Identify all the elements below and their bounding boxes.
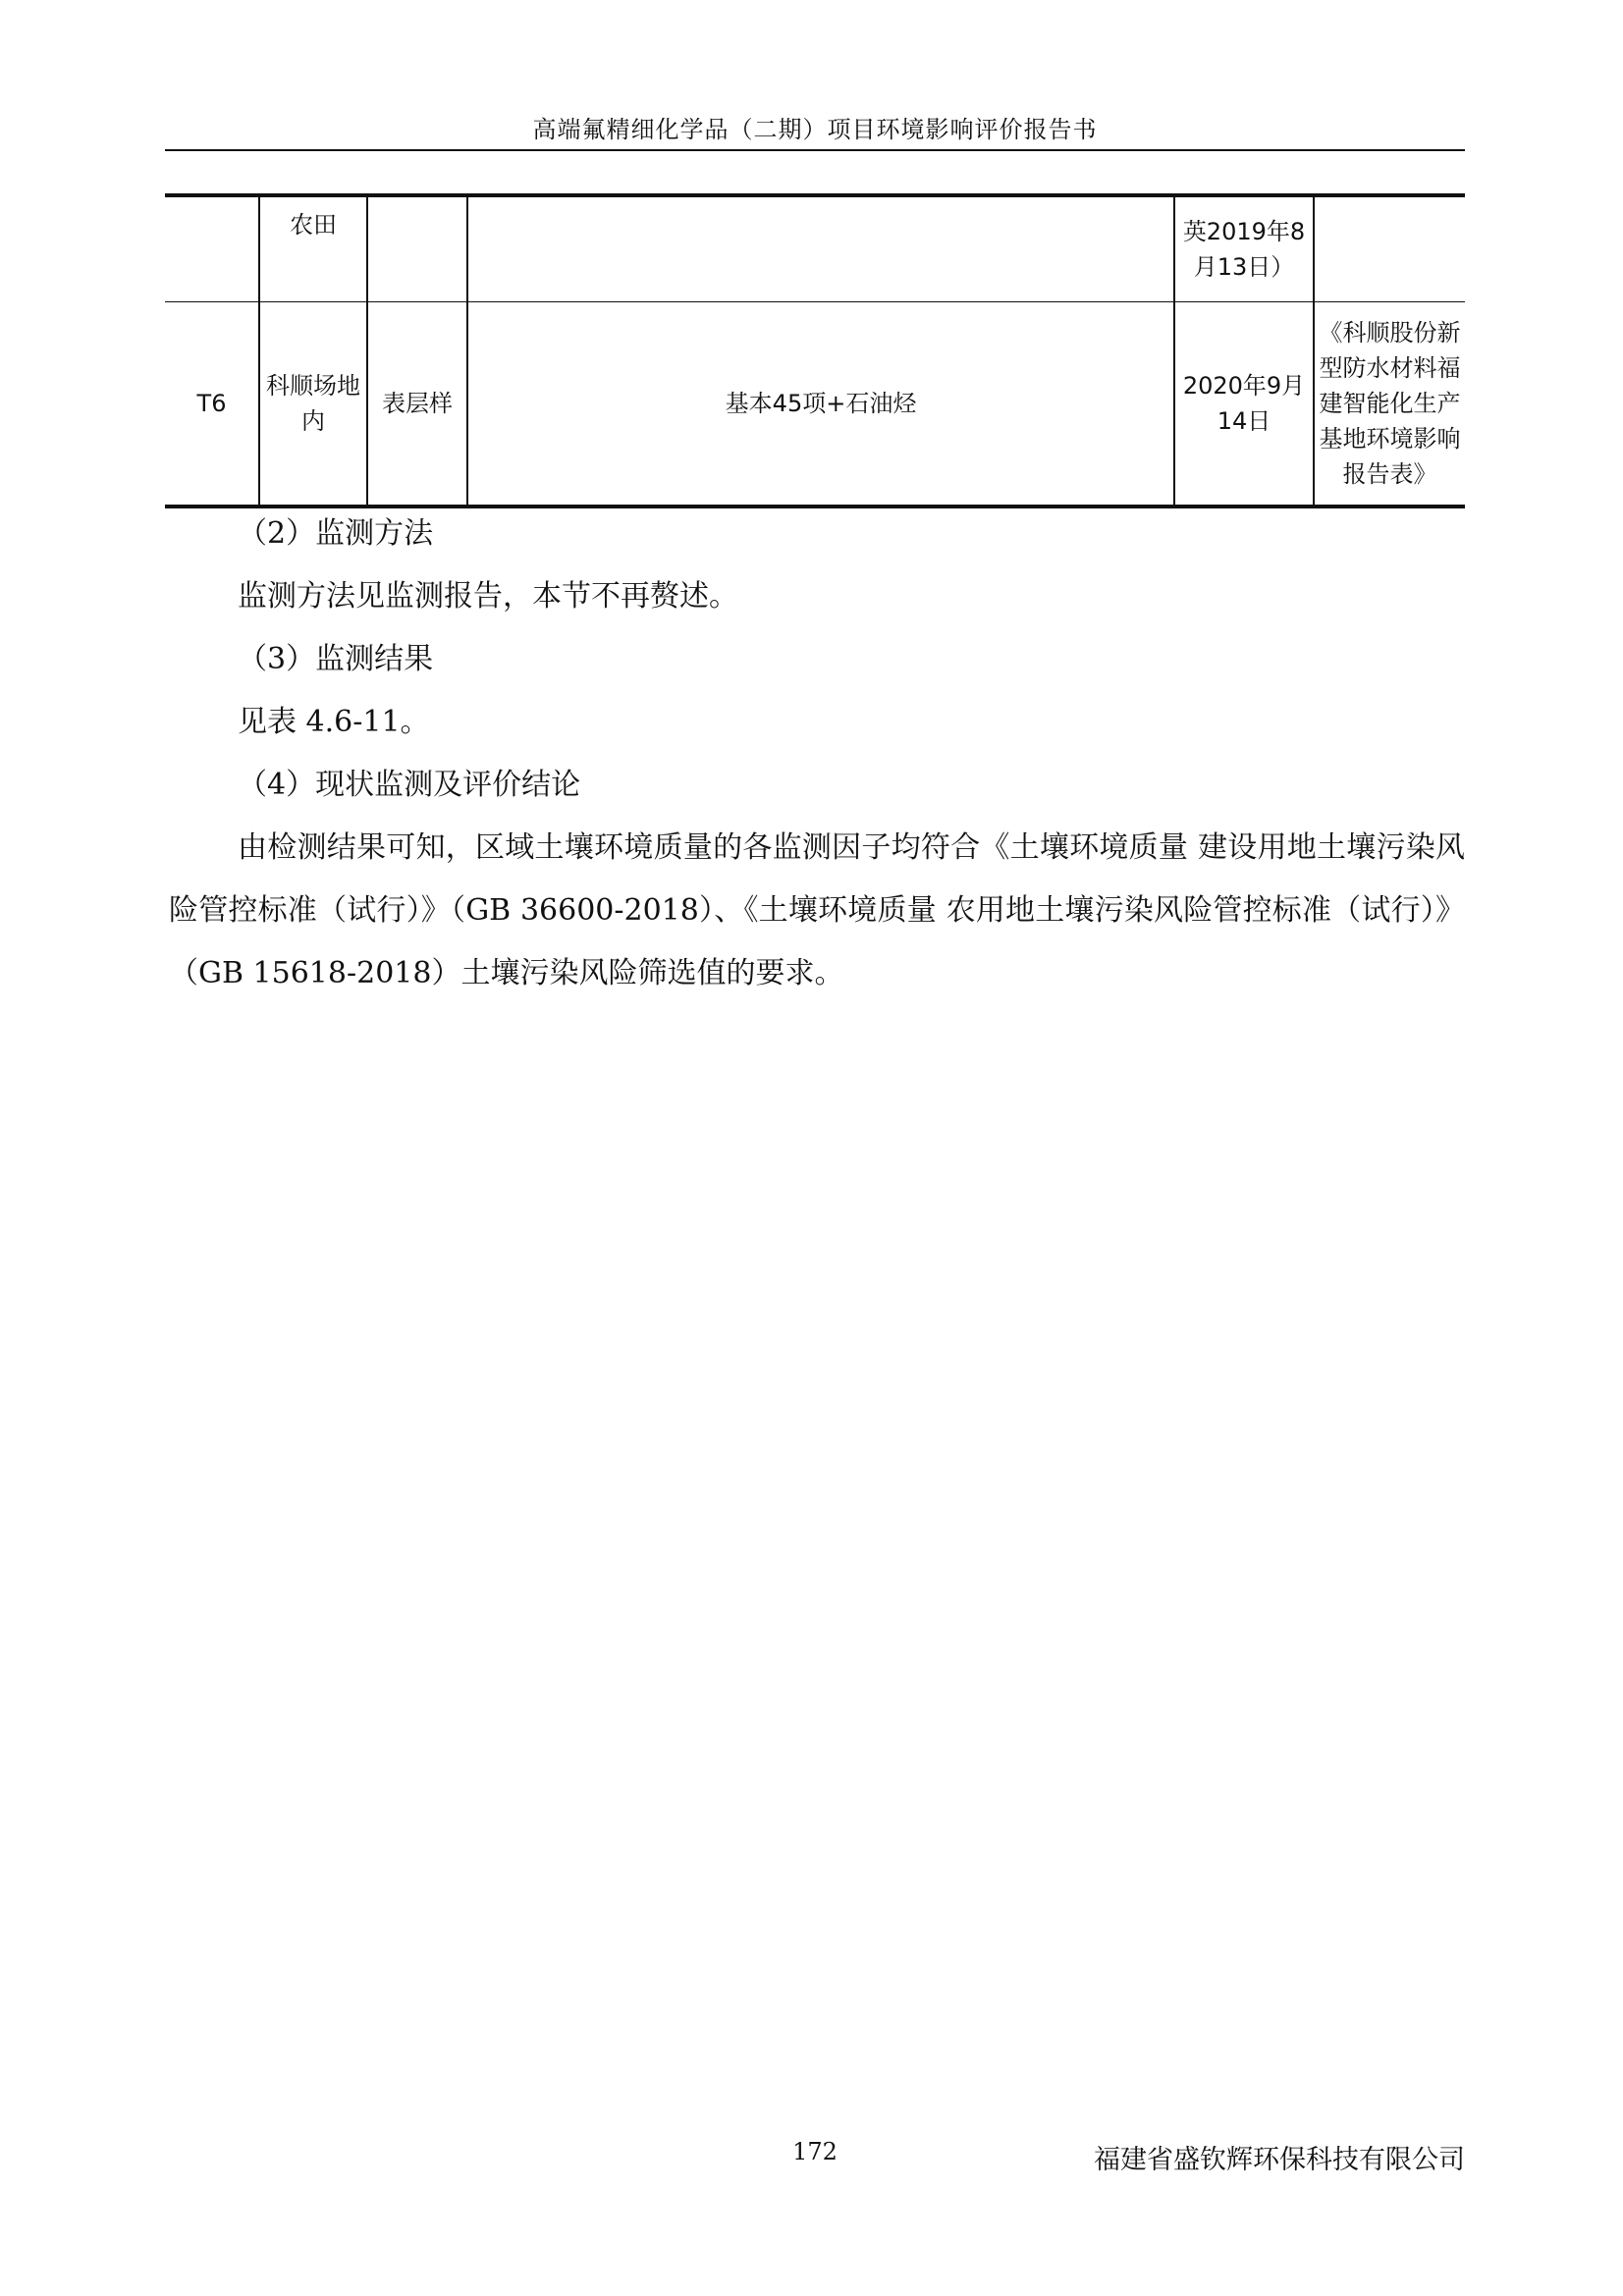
footer-organization: 福建省盛钦辉环保科技有限公司 — [1094, 2145, 1465, 2175]
body-text — [169, 503, 1465, 1005]
section-heading-method: （2）监测方法 — [238, 516, 434, 551]
table-cell-location: 科顺场地内 — [259, 302, 367, 507]
paragraph-results: 见表 4.6-11。 — [238, 705, 430, 739]
table-cell-sample-type: 表层样 — [367, 302, 467, 507]
table-row — [165, 302, 1465, 507]
table-cell-date: 2020年9月14日 — [1174, 302, 1314, 507]
paragraph-method: 监测方法见监测报告，本节不再赘述。 — [238, 579, 738, 614]
table-cell-items: 基本45项+石油烃 — [467, 302, 1174, 507]
header-rule — [165, 149, 1465, 151]
table-cell-items — [467, 195, 1174, 302]
table-row — [165, 195, 1465, 302]
section-heading-conclusion: （4）现状监测及评价结论 — [238, 768, 581, 802]
paragraph-conclusion: 由检测结果可知，区域土壤环境质量的各监测因子均符合《土壤环境质量 建设用地土壤污染风险管控标准（试行）》（GB 36600-2018）、《土壤环境质量 农用地土壤污染风险管控标准（试行）》（GB 15618-2018）土壤污染风险筛选值的要求。 — [169, 830, 1465, 990]
page-header-title: 高端氟精细化学品（二期）项目环境影响评价报告书 — [532, 116, 1098, 143]
table-cell-source — [1314, 195, 1465, 302]
section-heading-results: （3）监测结果 — [238, 642, 434, 676]
table-cell-point-id: T6 — [165, 302, 259, 507]
table-cell-source: 《科顺股份新型防水材料福建智能化生产基地环境影响报告表》 — [1314, 302, 1465, 507]
page-number: 172 — [792, 2138, 838, 2165]
table-cell-location: 农田 — [259, 195, 367, 302]
table-cell-point-id — [165, 195, 259, 302]
monitoring-points-table — [165, 193, 1465, 508]
table-cell-date: 英2019年8月13日） — [1174, 195, 1314, 302]
table-cell-sample-type — [367, 195, 467, 302]
